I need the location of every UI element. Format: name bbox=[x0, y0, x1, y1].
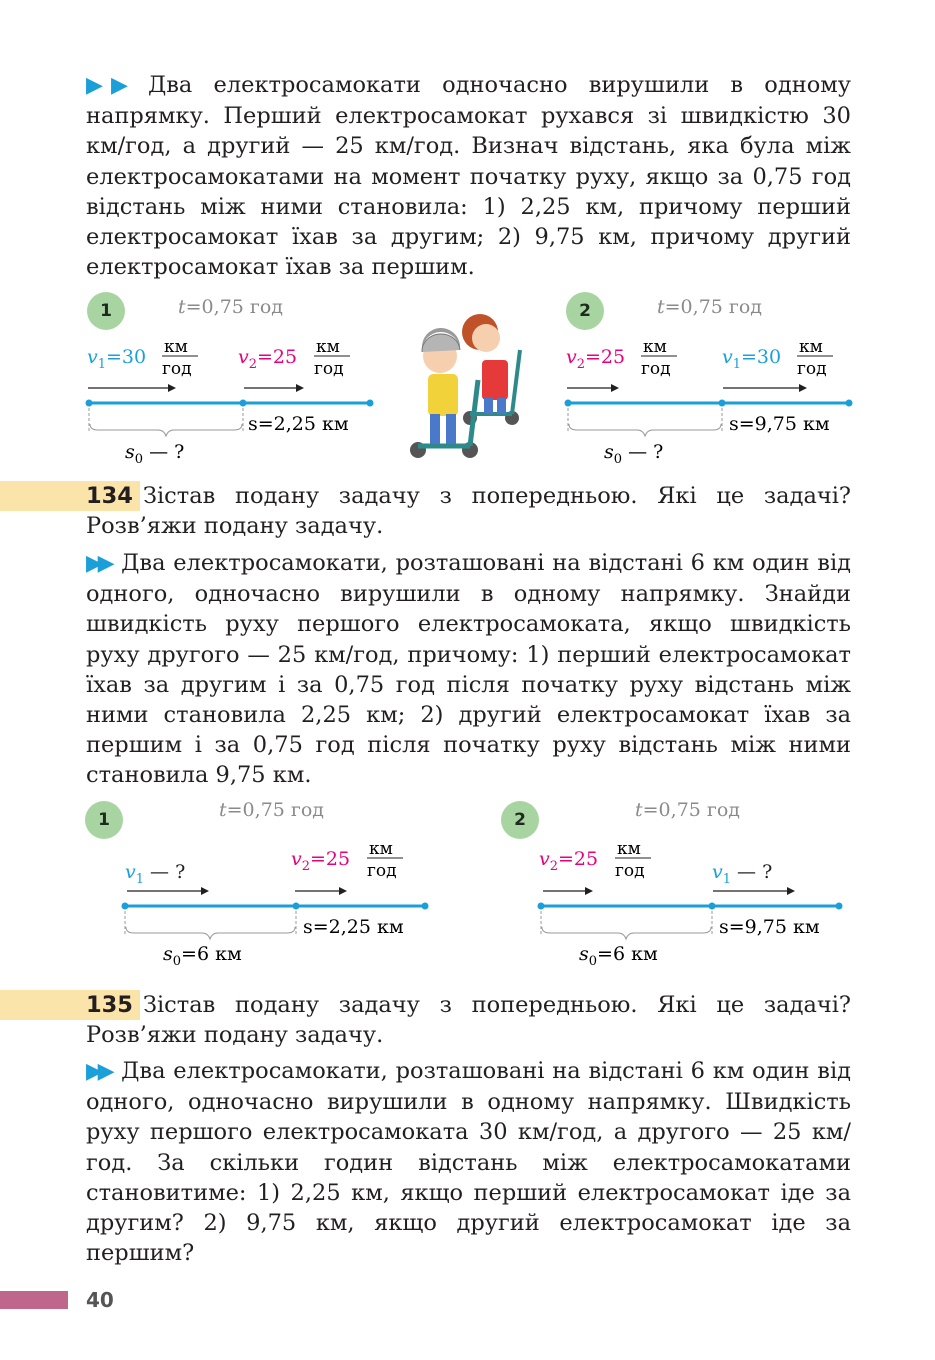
s0-label: $s_0=6$ км bbox=[163, 943, 242, 969]
brace bbox=[126, 927, 295, 939]
unit-denominator: год bbox=[797, 359, 827, 379]
arrowhead bbox=[339, 887, 347, 895]
double-arrow-icon: ▶▶ bbox=[86, 73, 136, 98]
time-label: t=0,75 год bbox=[657, 296, 762, 318]
point-end bbox=[836, 903, 843, 910]
diagram-b2 bbox=[531, 790, 861, 970]
right-speed-label: $v_2=25$ bbox=[291, 848, 351, 874]
arrowhead bbox=[585, 887, 593, 895]
distance-label: s=9,75 км bbox=[719, 916, 820, 938]
diagram-b2-badge: 2 bbox=[501, 801, 539, 839]
point-middle bbox=[709, 903, 716, 910]
right-speed-label: $v_1=30$ bbox=[722, 346, 782, 372]
point-middle bbox=[293, 903, 300, 910]
double-arrow-icon: ▶▶ bbox=[86, 551, 110, 576]
brace bbox=[90, 424, 242, 436]
task-number: 134 bbox=[86, 483, 133, 509]
unit-numerator: км bbox=[369, 839, 393, 859]
point-start bbox=[86, 400, 93, 407]
time-label: t=0,75 год bbox=[178, 296, 283, 318]
left-speed-label: $v_2=25$ bbox=[566, 346, 626, 372]
diagram-a1 bbox=[80, 290, 380, 470]
task-134-text: Зістав подану задачу з попередньою. Які це задачі? Розв’яжи подану задачу. bbox=[86, 483, 851, 540]
unit-numerator: км bbox=[316, 337, 340, 357]
unit-numerator: км bbox=[799, 337, 823, 357]
s0-label: $s_0$ — ? bbox=[125, 441, 185, 467]
arrowhead bbox=[799, 384, 807, 392]
double-arrow-icon: ▶▶ bbox=[86, 1059, 110, 1084]
rider-shirt bbox=[428, 374, 458, 416]
distance-label: s=9,75 км bbox=[729, 413, 830, 435]
problem-135-text: Два електросамокати, розташовані на відстані 6 км один від одного, одночасно вирушили в одному напрямку. Швидкість руху першого електросамоката 30 км/год, а другого — 25 км/год. За скільки годин відстань між електросамокатами становитиме: 1) 2,25 км, якщо перший електросамокат іде за другим? 2) 9,75 км, якщо другий електросамокат іде за першим? bbox=[86, 1058, 852, 1267]
point-start bbox=[565, 400, 572, 407]
diagram-a2 bbox=[559, 290, 859, 470]
distance-label: s=2,25 км bbox=[248, 413, 349, 435]
rider-legs bbox=[430, 414, 440, 444]
arrowhead bbox=[201, 887, 209, 895]
left-speed-label: $v_1$ — ? bbox=[125, 861, 186, 887]
brace bbox=[569, 424, 721, 436]
right-speed-label: $v_2=25$ bbox=[238, 346, 298, 372]
rider-shirt bbox=[482, 360, 508, 400]
point-start bbox=[538, 903, 545, 910]
left-speed-label: $v_2=25$ bbox=[539, 848, 599, 874]
rider-legs bbox=[484, 398, 493, 414]
task-134 bbox=[86, 481, 851, 541]
time-label: t=0,75 год bbox=[635, 799, 740, 821]
distance-label: s=2,25 км bbox=[303, 916, 404, 938]
task-number: 135 bbox=[86, 992, 133, 1018]
point-end bbox=[422, 903, 429, 910]
point-middle bbox=[719, 400, 726, 407]
right-speed-label: $v_1$ — ? bbox=[712, 861, 773, 887]
arrowhead bbox=[296, 384, 304, 392]
unit-denominator: год bbox=[641, 359, 671, 379]
brace bbox=[542, 927, 711, 939]
point-middle bbox=[240, 400, 247, 407]
unit-denominator: год bbox=[615, 861, 645, 881]
page-number: 40 bbox=[86, 1288, 114, 1312]
unit-numerator: км bbox=[643, 337, 667, 357]
rider-face bbox=[472, 324, 500, 352]
scooter-stem bbox=[512, 350, 520, 414]
time-label: t=0,75 год bbox=[219, 799, 324, 821]
problem-135 bbox=[86, 1056, 851, 1268]
rider-legs bbox=[497, 398, 506, 414]
s0-label: $s_0=6$ км bbox=[579, 943, 658, 969]
diagram-a1-badge: 1 bbox=[87, 292, 125, 330]
diagram-b1-badge: 1 bbox=[85, 801, 123, 839]
unit-denominator: год bbox=[162, 359, 192, 379]
unit-denominator: год bbox=[367, 861, 397, 881]
arrowhead bbox=[611, 384, 619, 392]
arrowhead bbox=[787, 887, 795, 895]
diagram-b1 bbox=[115, 790, 445, 970]
unit-numerator: км bbox=[164, 337, 188, 357]
point-end bbox=[846, 400, 853, 407]
problem-133 bbox=[86, 70, 851, 282]
left-speed-label: $v_1=30$ bbox=[87, 346, 147, 372]
problem-134 bbox=[86, 548, 851, 791]
unit-denominator: год bbox=[314, 359, 344, 379]
unit-numerator: км bbox=[617, 839, 641, 859]
page-number-bar bbox=[0, 1291, 68, 1309]
diagram-a2-badge: 2 bbox=[566, 292, 604, 330]
scooter-riders-illustration bbox=[400, 300, 540, 465]
point-start bbox=[122, 903, 129, 910]
problem-133-text: Два електросамокати одночасно вирушили в одному напрямку. Перший електросамокат рухався зі швидкістю 30 км/год, а другий — 25 км/год. Визнач відстань, яка була між електросамокатами на момент початку руху, якщо за 0,75 год відстань між ними становила: 1) 2,25 км, причому перший електросамокат їхав за другим; 2) 9,75 км, причому другий електросамокат їхав за першим. bbox=[86, 72, 851, 281]
task-135 bbox=[86, 990, 851, 1050]
rider-legs bbox=[446, 414, 456, 444]
problem-134-text: Два електросамокати, розташовані на відстані 6 км один від одного, одночасно вирушили в одному напрямку. Знайди швидкість руху першого електросамоката, якщо швидкість руху другого — 25 км/год, причому: 1) перший електросамокат їхав за другим і за 0,75 год після початку руху відстань між ними становила 2,25 км; 2) другий електросамокат їхав за першим і за 0,75 год після початку руху відстань між ними становила 9,75 км. bbox=[86, 550, 852, 789]
point-end bbox=[367, 400, 374, 407]
arrowhead bbox=[168, 384, 176, 392]
task-135-text: Зістав подану задачу з попередньою. Які це задачі? Розв’яжи подану задачу. bbox=[86, 992, 851, 1049]
s0-label: $s_0$ — ? bbox=[604, 441, 664, 467]
